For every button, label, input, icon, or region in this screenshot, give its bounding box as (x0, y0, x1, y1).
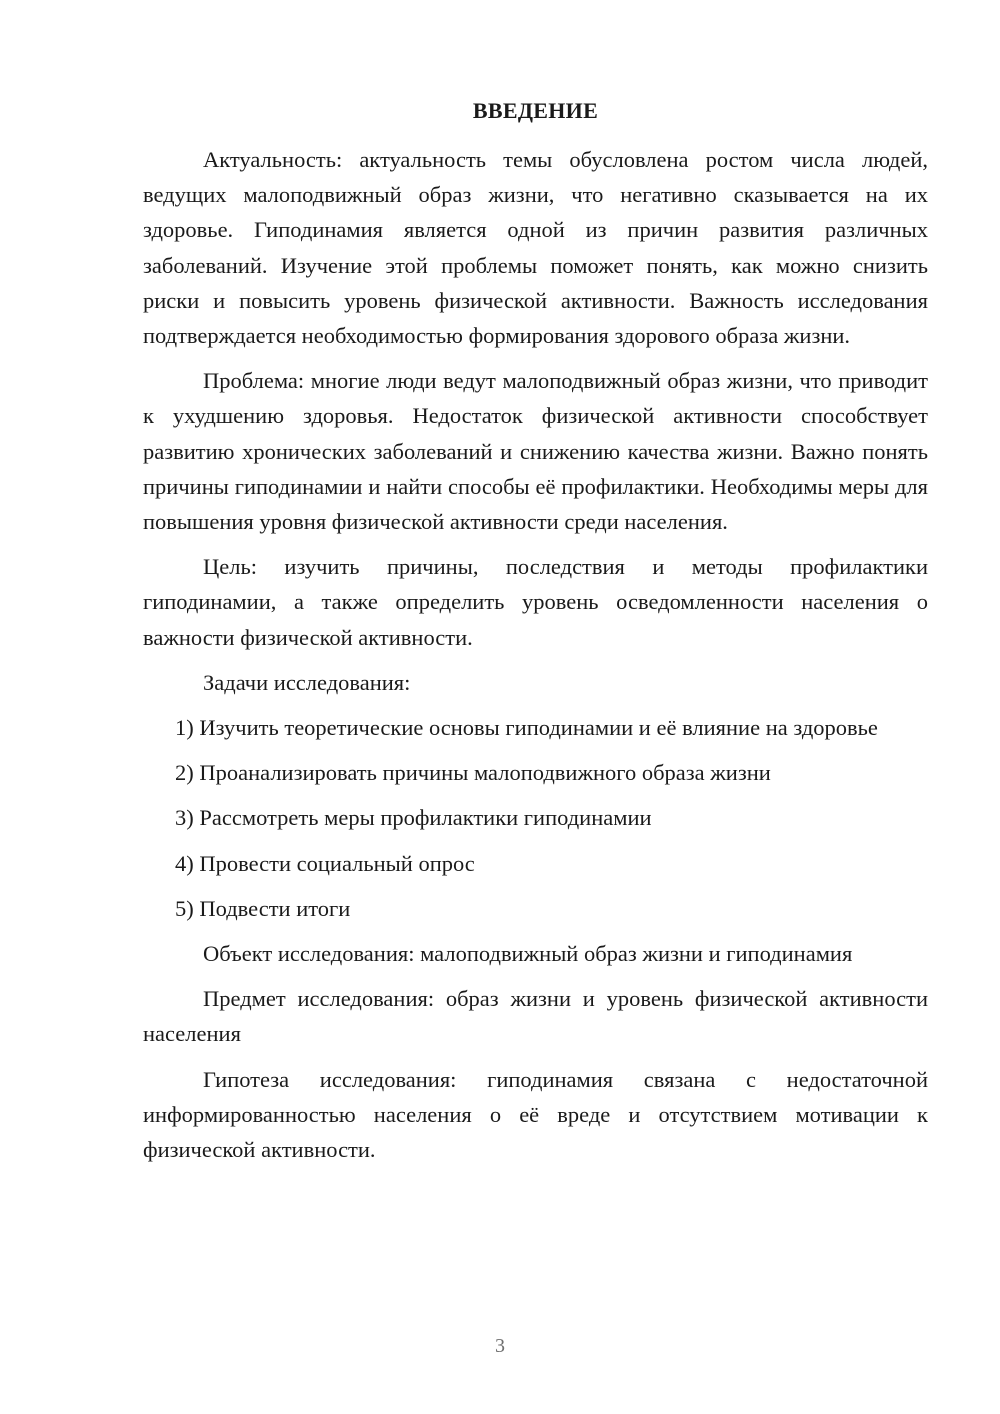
problem-paragraph: Проблема: многие люди ведут малоподвижный образ жизни, что приводит к ухудшению здоровья. Недостаток физической активности способствует развитию хронических заболеваний и снижению качества жизни. Важно понять причины гиподинамии и найти способы её профилактики. Необходимы меры для повышения уровня физической активности среди населения. (143, 368, 928, 535)
relevance-paragraph: Актуальность: актуальность темы обусловлена ростом числа людей, ведущих малоподвижный образ жизни, что негативно сказывается на их здоровье. Гиподинамия является одной из причин развития различных заболеваний. Изучение этой проблемы поможет понять, как можно снизить риски и повысить уровень физической активности. Важность исследования подтверждается необходимостью формирования здорового образа жизни. (143, 147, 928, 349)
page-number: 3 (495, 1335, 505, 1357)
task-item: 2) Проанализировать причины малоподвижного образа жизни (175, 760, 771, 786)
task-item: 1) Изучить теоретические основы гиподинамии и её влияние на здоровье (175, 715, 878, 741)
subject-paragraph: Предмет исследования: образ жизни и уровень физической активности населения (143, 986, 928, 1047)
task-item: 5) Подвести итоги (175, 895, 351, 921)
object-paragraph: Объект исследования: малоподвижный образ жизни и гиподинамия (203, 941, 853, 967)
page-body (143, 142, 928, 1167)
hypothesis-paragraph: Гипотеза исследования: гиподинамия связана с недостаточной информированностью населения о её вреде и отсутствием мотивации к физической активности. (143, 1066, 928, 1163)
goal-paragraph: Цель: изучить причины, последствия и методы профилактики гиподинамии, а также определить уровень осведомленности населения о важности физической активности. (143, 554, 928, 650)
task-item: 3) Рассмотреть меры профилактики гиподинамии (175, 805, 652, 831)
tasks-heading: Задачи исследования: (203, 669, 411, 695)
task-item: 4) Провести социальный опрос (175, 850, 475, 876)
section-title: ВВЕДЕНИЕ (472, 98, 599, 123)
